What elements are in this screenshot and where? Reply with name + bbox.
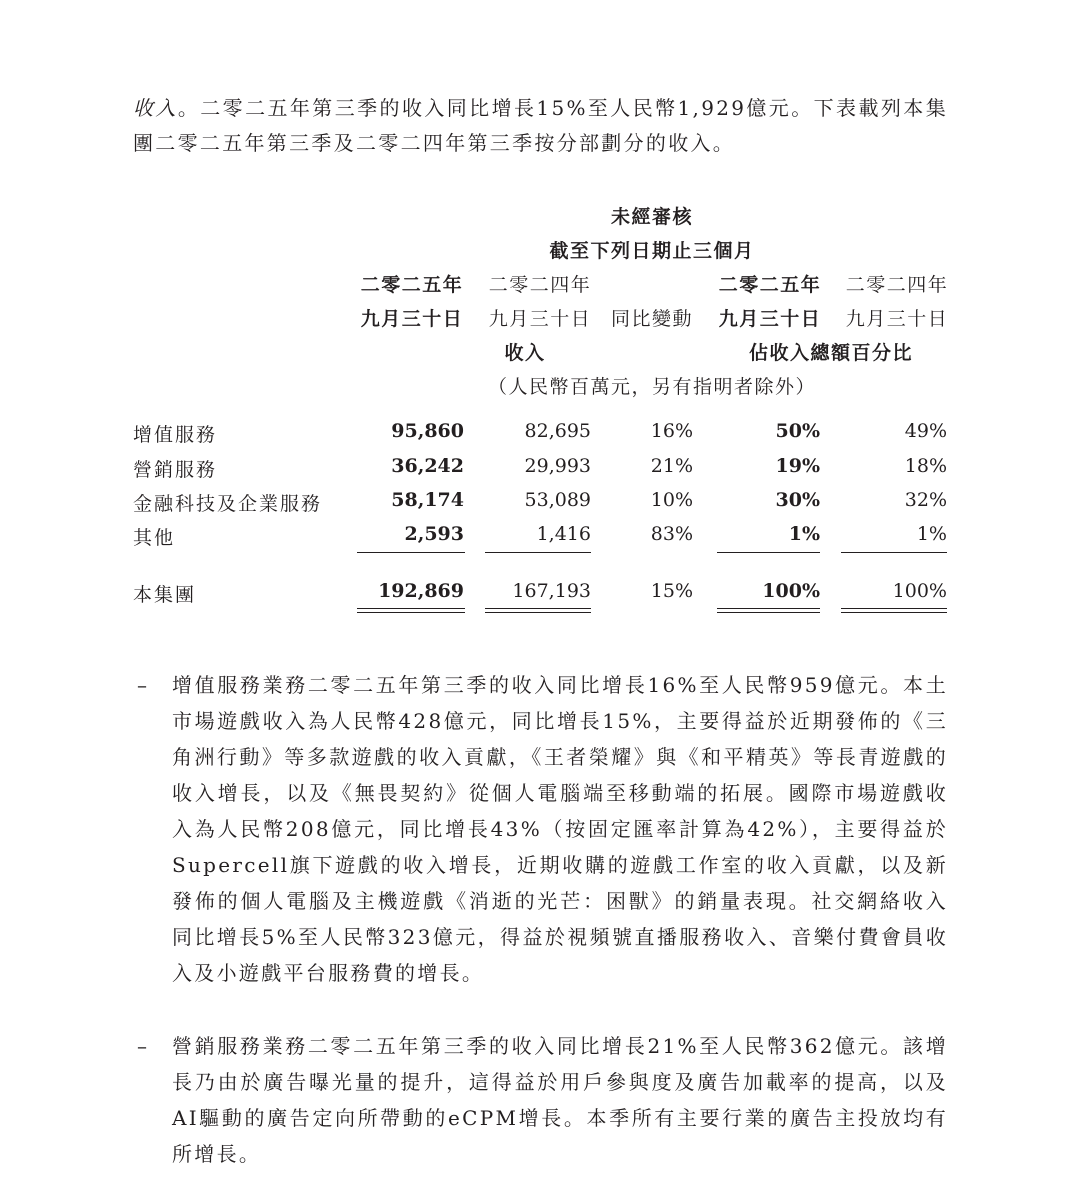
- yoy-change: 16%: [650, 420, 693, 442]
- col1-date: 九月三十日: [360, 308, 464, 330]
- bullet-paragraph-marketing: 營銷服務業務二零二五年第三季的收入同比增長21%至人民幣362億元。該增長乃由於廣告曝光量的提升，這得益於用戶參與度及廣告加載率的提高，以及AI驅動的廣告定向所帶動的eCPM增長。本季所有主要行業的廣告主投放均有所增長。: [172, 1034, 948, 1166]
- total-rule: [357, 612, 465, 613]
- value-2024: 82,695: [524, 420, 591, 442]
- table-row: [0, 420, 1080, 450]
- subtotal-rule: [717, 552, 820, 553]
- total-yoy: 15%: [650, 580, 693, 602]
- total-rule: [485, 608, 591, 609]
- row-label: 其他: [133, 527, 176, 549]
- total-rule: [357, 608, 465, 609]
- table-row: [0, 523, 1080, 553]
- intro-paragraph: [133, 91, 948, 161]
- total-pct-2025: 100%: [762, 580, 820, 602]
- value-2024: 29,993: [524, 455, 591, 477]
- header-unaudited: 未經審核: [610, 206, 694, 228]
- group-percentage-header: 佔收入總額百分比: [748, 342, 914, 364]
- col2-date: 九月三十日: [488, 308, 592, 330]
- pct-2024: 18%: [904, 455, 947, 477]
- pct-2024: 1%: [916, 523, 947, 545]
- col1-year: 二零二五年: [360, 274, 464, 296]
- total-pct-2024: 100%: [892, 580, 947, 602]
- table-row: [0, 489, 1080, 519]
- value-2024: 1,416: [536, 523, 591, 545]
- subtotal-rule: [357, 552, 465, 553]
- col3-yoy-header: 同比變動: [610, 308, 694, 330]
- pct-2025: 1%: [788, 523, 820, 545]
- total-rule: [485, 612, 591, 613]
- yoy-change: 83%: [650, 523, 693, 545]
- pct-2025: 50%: [775, 420, 820, 442]
- total-label: 本集團: [133, 584, 197, 606]
- group-revenue-header: 收入: [504, 342, 546, 364]
- table-row: [0, 455, 1080, 485]
- yoy-change: 10%: [650, 489, 693, 511]
- value-2025: 36,242: [391, 455, 464, 477]
- intro-heading: 收入: [133, 96, 178, 120]
- subtotal-rule: [841, 552, 947, 553]
- intro-text: 。二零二五年第三季的收入同比增長15%至人民幣1,929億元。下表載列本集團二零二五年第三季及二零二四年第三季按分部劃分的收入。: [133, 96, 948, 155]
- pct-2024: 49%: [904, 420, 947, 442]
- col5-year: 二零二四年: [845, 274, 949, 296]
- pct-2025: 30%: [775, 489, 820, 511]
- total-row: [0, 580, 1080, 610]
- header-period: 截至下列日期止三個月: [549, 240, 755, 262]
- row-label: 金融科技及企業服務: [133, 493, 323, 515]
- col5-date: 九月三十日: [845, 308, 949, 330]
- row-label: 增值服務: [133, 424, 218, 446]
- col4-date: 九月三十日: [718, 308, 822, 330]
- subtotal-rule: [485, 552, 591, 553]
- unit-note: （人民幣百萬元，另有指明者除外）: [487, 376, 817, 398]
- value-2025: 95,860: [391, 420, 464, 442]
- row-label: 營銷服務: [133, 459, 218, 481]
- value-2025: 2,593: [404, 523, 464, 545]
- total-rule: [841, 608, 947, 609]
- value-2025: 58,174: [391, 489, 464, 511]
- col4-year: 二零二五年: [718, 274, 822, 296]
- total-rule: [717, 608, 820, 609]
- yoy-change: 21%: [650, 455, 693, 477]
- bullet-marker: –: [137, 1034, 147, 1058]
- value-2024: 53,089: [524, 489, 591, 511]
- bullet-paragraph-vas: 增值服務業務二零二五年第三季的收入同比增長16%至人民幣959億元。本土市場遊戲收入為人民幣428億元，同比增長15%，主要得益於近期發佈的《三角洲行動》等多款遊戲的收入貢獻，《王者榮耀》與《和平精英》等長青遊戲的收入增長，以及《無畏契約》從個人電腦端至移動端的拓展。國際市場遊戲收入為人民幣208億元，同比增長43%（按固定匯率計算為42%），主要得益於Supercell旗下遊戲的收入增長，近期收購的遊戲工作室的收入貢獻，以及新發佈的個人電腦及主機遊戲《消逝的光芒：困獸》的銷量表現。社交網絡收入同比增長5%至人民幣323億元，得益於視頻號直播服務收入、音樂付費會員收入及小遊戲平台服務費的增長。: [172, 673, 948, 985]
- total-2025: 192,869: [378, 580, 464, 602]
- total-rule: [841, 612, 947, 613]
- total-2024: 167,193: [512, 580, 591, 602]
- bullet-marker: –: [137, 673, 147, 697]
- pct-2025: 19%: [775, 455, 820, 477]
- total-rule: [717, 612, 820, 613]
- col2-year: 二零二四年: [488, 274, 592, 296]
- pct-2024: 32%: [904, 489, 947, 511]
